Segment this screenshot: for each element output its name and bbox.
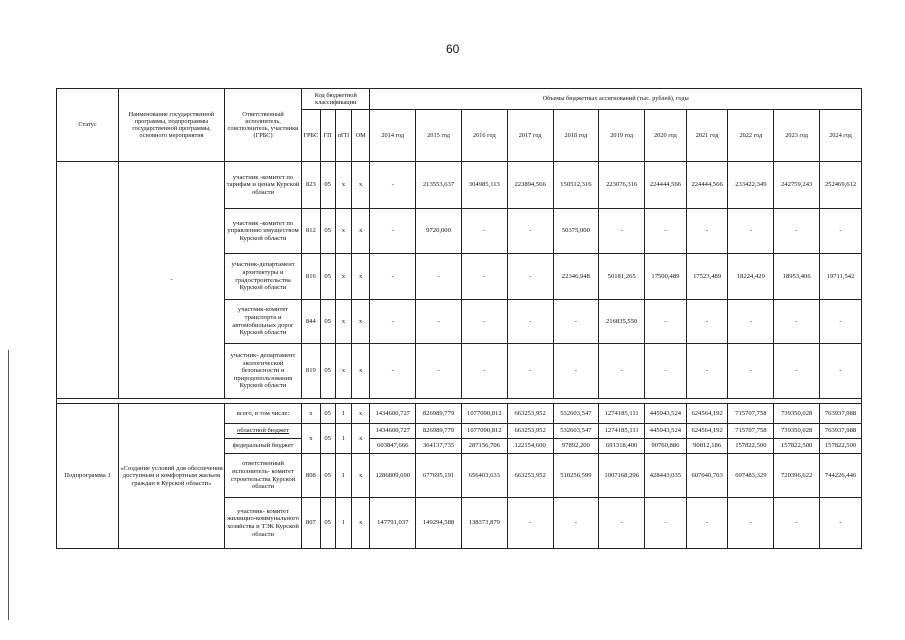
value-cell: -	[686, 498, 728, 549]
value-cell: 364137,735	[416, 439, 462, 454]
om-cell: х	[352, 454, 370, 498]
value-cell: 157822,500	[728, 439, 774, 454]
value-cell: 224444,566	[645, 162, 687, 209]
om-cell: х	[352, 404, 370, 424]
value-cell: 17500,489	[645, 254, 687, 300]
value-cell: 157822,500	[820, 439, 862, 454]
value-cell: -	[461, 254, 507, 300]
value-cell: 1274185,111	[599, 424, 645, 439]
value-cell: -	[645, 209, 687, 254]
value-cell: -	[820, 300, 862, 344]
value-cell: 97892,200	[553, 439, 599, 454]
om-cell: х	[352, 498, 370, 549]
header-year-1: 2014 год	[370, 110, 416, 162]
value-cell: 304985,113	[461, 162, 507, 209]
header-year-4: 2017 год	[507, 110, 553, 162]
value-cell: 445943,524	[645, 424, 687, 439]
header-code-3: пГП	[335, 110, 351, 162]
pgp-cell: 1	[335, 498, 351, 549]
participant-cell: участник- департамент экологической безопасности и природопользования Курской области	[224, 344, 301, 399]
value-cell: 216835,550	[599, 300, 645, 344]
value-cell: 532603,547	[553, 424, 599, 439]
row-status	[57, 162, 119, 399]
value-cell: 90760,886	[645, 439, 687, 454]
value-cell: 663253,952	[507, 454, 553, 498]
value-cell: 1434600,727	[370, 404, 416, 424]
grbs-cell: 844	[302, 300, 320, 344]
value-cell: 532603,547	[553, 404, 599, 424]
value-cell: 1434600,727	[370, 424, 416, 439]
header-code-2: ГП	[320, 110, 335, 162]
value-cell: 624564,192	[686, 404, 728, 424]
gp-cell: 05	[320, 454, 335, 498]
value-cell: 720396,622	[774, 454, 820, 498]
gp-cell: 05	[320, 498, 335, 549]
value-cell: 17523,489	[686, 254, 728, 300]
value-cell: 252469,612	[820, 162, 862, 209]
pgp-cell: х	[335, 254, 351, 300]
value-cell: -	[645, 498, 687, 549]
value-cell: 826989,779	[416, 424, 462, 439]
header-code-1: ГРБС	[302, 110, 320, 162]
value-cell: 663253,952	[507, 404, 553, 424]
participant-cell: участник -комитет по управлению имуществом Курской области	[224, 209, 301, 254]
value-cell: 223076,316	[599, 162, 645, 209]
value-cell: -	[507, 300, 553, 344]
grbs-cell: 823	[302, 162, 320, 209]
header-year-5: 2018 год	[553, 110, 599, 162]
page-number: 60	[446, 42, 460, 56]
value-cell: 1077090,812	[461, 424, 507, 439]
value-cell: -	[686, 344, 728, 399]
gp-cell: 05	[320, 424, 335, 454]
value-cell: -	[507, 254, 553, 300]
pgp-cell: х	[335, 162, 351, 209]
value-cell: -	[461, 344, 507, 399]
value-cell: 147791,037	[370, 498, 416, 549]
grbs-cell: х	[302, 424, 320, 454]
value-cell: 1077090,812	[461, 404, 507, 424]
value-cell: -	[461, 209, 507, 254]
value-cell: 715707,758	[728, 404, 774, 424]
grbs-cell: 819	[302, 344, 320, 399]
value-cell: 691318,400	[599, 439, 645, 454]
gp-cell: 05	[320, 162, 335, 209]
value-cell: 744226,446	[820, 454, 862, 498]
header-allocations: Объемы бюджетных ассигнований (тыс. рублей), годы	[370, 89, 862, 110]
value-cell: 233422,349	[728, 162, 774, 209]
subprogram-status: Подпрограмма 1	[57, 404, 119, 549]
value-cell: -	[774, 498, 820, 549]
value-cell: 607040,703	[686, 454, 728, 498]
table-row	[57, 404, 862, 424]
value-cell: -	[645, 344, 687, 399]
value-cell: -	[820, 344, 862, 399]
participant-cell: участник-комитет транспорта и автомобильных дорог Курской области	[224, 300, 301, 344]
header-budget-code: Код бюджетной классификации	[302, 89, 370, 110]
value-cell: 18953,406	[774, 254, 820, 300]
om-cell: х	[352, 424, 370, 454]
value-cell: -	[728, 300, 774, 344]
value-cell: -	[370, 162, 416, 209]
grbs-cell: 816	[302, 254, 320, 300]
value-cell: 763937,988	[820, 424, 862, 439]
header-year-11: 2024 год	[820, 110, 862, 162]
value-cell: -	[416, 344, 462, 399]
gp-cell: 05	[320, 209, 335, 254]
header-year-9: 2022 год	[728, 110, 774, 162]
value-cell: -	[599, 344, 645, 399]
pgp-cell: х	[335, 300, 351, 344]
value-cell: -	[686, 209, 728, 254]
om-cell: х	[352, 162, 370, 209]
value-cell: 19711,542	[820, 254, 862, 300]
value-cell: 663253,952	[507, 424, 553, 439]
value-cell: -	[774, 209, 820, 254]
participant-cell: всего, в том числе:	[224, 404, 301, 424]
value-cell: -	[820, 498, 862, 549]
grbs-cell: 807	[302, 498, 320, 549]
pgp-cell: х	[335, 344, 351, 399]
value-cell: 739350,028	[774, 404, 820, 424]
value-cell: -	[774, 344, 820, 399]
value-cell: -	[507, 498, 553, 549]
value-cell: -	[728, 344, 774, 399]
value-cell: -	[553, 300, 599, 344]
value-cell: -	[553, 498, 599, 549]
page-edge-line	[8, 350, 9, 620]
om-cell: х	[352, 344, 370, 399]
value-cell: -	[507, 209, 553, 254]
value-cell: 603847,666	[370, 439, 416, 454]
participant-cell: участник-департамент архитектуры и градостроительства Курской области	[224, 254, 301, 300]
gp-cell: 05	[320, 254, 335, 300]
pgp-cell: 1	[335, 424, 351, 454]
value-cell: 150512,316	[553, 162, 599, 209]
value-cell: 677695,191	[416, 454, 462, 498]
gp-cell: 05	[320, 344, 335, 399]
value-cell: 1286809,690	[370, 454, 416, 498]
value-cell: 763937,988	[820, 404, 862, 424]
value-cell: -	[416, 300, 462, 344]
value-cell: 22346,948	[553, 254, 599, 300]
table-row	[57, 162, 862, 209]
value-cell: 242759,243	[774, 162, 820, 209]
value-cell: -	[774, 300, 820, 344]
pgp-cell: 1	[335, 404, 351, 424]
header-year-10: 2023 год	[774, 110, 820, 162]
value-cell: 445943,524	[645, 404, 687, 424]
federal-budget-label: федеральный бюджет	[224, 439, 301, 454]
pgp-cell: х	[335, 209, 351, 254]
header-year-6: 2019 год	[599, 110, 645, 162]
value-cell: 90812,186	[686, 439, 728, 454]
value-cell: 224444,566	[686, 162, 728, 209]
row-name: -	[119, 162, 225, 399]
value-cell: 826989,779	[416, 404, 462, 424]
value-cell: 1274185,111	[599, 404, 645, 424]
header-year-2: 2015 год	[416, 110, 462, 162]
header-year-8: 2021 год	[686, 110, 728, 162]
grbs-cell: 808	[302, 454, 320, 498]
om-cell: х	[352, 254, 370, 300]
header-status: Статус	[57, 89, 119, 162]
value-cell: 122154,600	[507, 439, 553, 454]
value-cell: 18224,429	[728, 254, 774, 300]
grbs-cell: 812	[302, 209, 320, 254]
header-year-7: 2020 год	[645, 110, 687, 162]
value-cell: 50375,000	[553, 209, 599, 254]
om-cell: х	[352, 300, 370, 344]
value-cell: -	[370, 209, 416, 254]
value-cell: -	[370, 344, 416, 399]
value-cell: 9720,000	[416, 209, 462, 254]
value-cell: 149294,588	[416, 498, 462, 549]
value-cell: 287156,706	[461, 439, 507, 454]
regional-budget-label: областной бюджет	[224, 424, 301, 439]
value-cell: -	[461, 300, 507, 344]
value-cell: -	[820, 209, 862, 254]
gp-cell: 05	[320, 300, 335, 344]
budget-table	[56, 88, 862, 549]
participant-cell: участник -комитет по тарифам и ценам Курской области	[224, 162, 301, 209]
value-cell: -	[553, 344, 599, 399]
value-cell: -	[370, 254, 416, 300]
value-cell: 656403,633	[461, 454, 507, 498]
value-cell: -	[645, 300, 687, 344]
value-cell: 697483,329	[728, 454, 774, 498]
om-cell: х	[352, 209, 370, 254]
value-cell: 510256,599	[553, 454, 599, 498]
value-cell: -	[686, 300, 728, 344]
gp-cell: 05	[320, 404, 335, 424]
value-cell: 50181,265	[599, 254, 645, 300]
value-cell: 1007168,296	[599, 454, 645, 498]
value-cell: 715707,758	[728, 424, 774, 439]
value-cell: 428443,035	[645, 454, 687, 498]
value-cell: 157822,500	[774, 439, 820, 454]
value-cell: -	[599, 498, 645, 549]
participant-cell: участник- комитет жилищно-коммунального хозяйства и ТЭК Курской области	[224, 498, 301, 549]
subprogram-name: «Создание условий для обеспечения доступным и комфортным жильем граждан в Курской области»	[119, 404, 225, 549]
header-code-4: ОМ	[352, 110, 370, 162]
header-year-3: 2016 год	[461, 110, 507, 162]
value-cell: 739350,028	[774, 424, 820, 439]
value-cell: -	[416, 254, 462, 300]
value-cell: -	[728, 209, 774, 254]
value-cell: -	[728, 498, 774, 549]
pgp-cell: 1	[335, 454, 351, 498]
value-cell: 624564,192	[686, 424, 728, 439]
value-cell: -	[507, 344, 553, 399]
value-cell: 213553,637	[416, 162, 462, 209]
value-cell: -	[599, 209, 645, 254]
participant-cell: ответственный исполнитель- комитет строительства Курской области	[224, 454, 301, 498]
value-cell: 223894,566	[507, 162, 553, 209]
header-name: Наименование государственной программы, подпрограммы государственной программы, основного мероприятия	[119, 89, 225, 162]
value-cell: 138373,879	[461, 498, 507, 549]
grbs-cell: х	[302, 404, 320, 424]
header-responsible: Ответственный исполнитель, соисполнитель, участники (ГРБС)	[224, 89, 301, 162]
value-cell: -	[370, 300, 416, 344]
